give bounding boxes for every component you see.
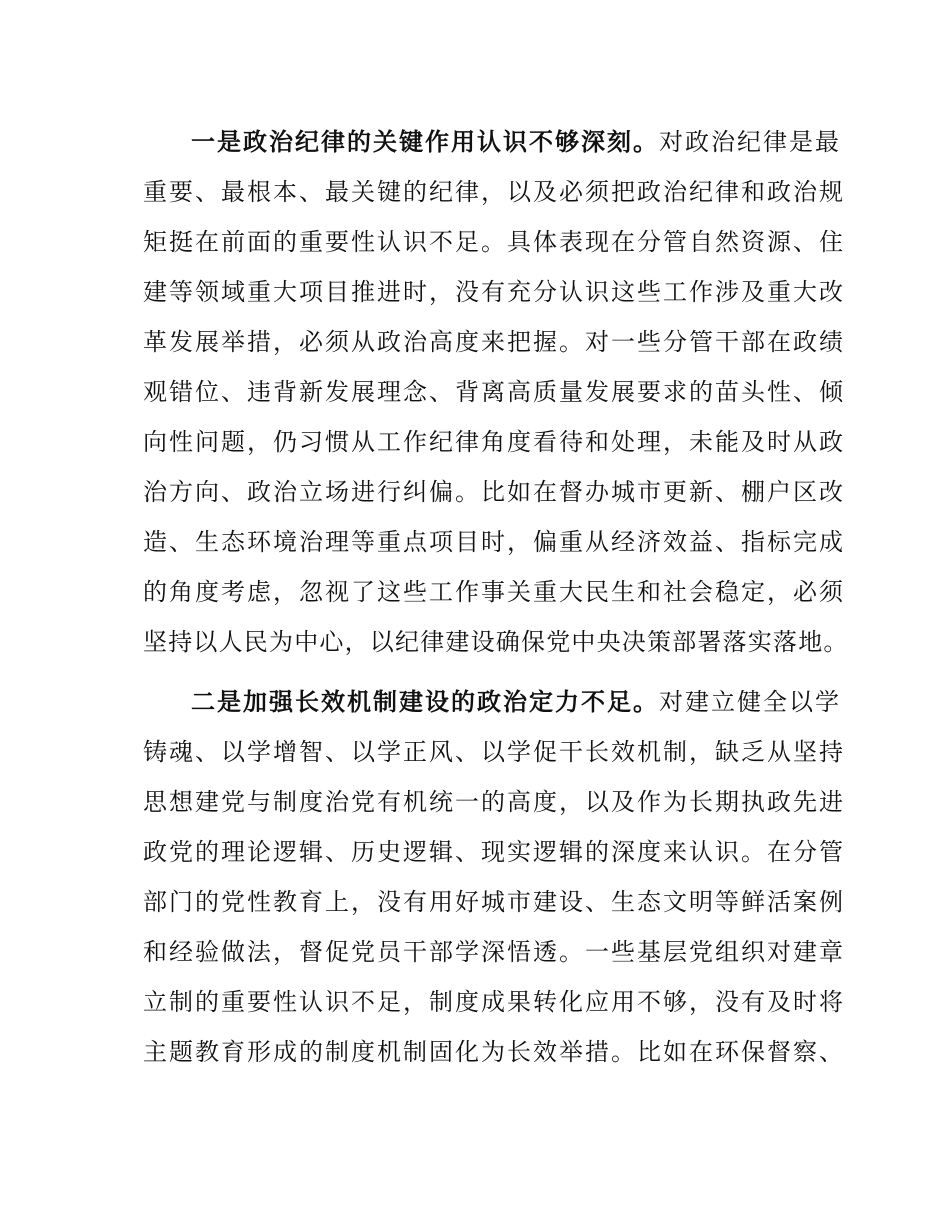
paragraph-lead: 一是政治纪律的关键作用认识不够深刻。 — [191, 128, 659, 156]
paragraph-line: 立制的重要性认识不足，制度成果转化应用不够，没有及时将 — [143, 988, 845, 1016]
paragraph-lead: 二是加强长效机制建设的政治定力不足。 — [191, 688, 659, 716]
paragraph-line: 向性问题，仍习惯从工作纪律角度看待和处理，未能及时从政 — [143, 428, 845, 456]
paragraph-text: 对建立健全以学 — [659, 688, 841, 716]
paragraph-line: 铸魂、以学增智、以学正风、以学促干长效机制，缺乏从坚持 — [143, 738, 845, 766]
paragraph-line: 治方向、政治立场进行纠偏。比如在督办城市更新、棚户区改 — [143, 478, 845, 506]
paragraph-line: 坚持以人民为中心，以纪律建设确保党中央决策部署落实落地。 — [143, 628, 849, 656]
paragraph-line: 建等领域重大项目推进时，没有充分认识这些工作涉及重大改 — [143, 278, 845, 306]
paragraph-line: 的角度考虑，忽视了这些工作事关重大民生和社会稳定，必须 — [143, 578, 845, 606]
paragraph-line: 革发展举措，必须从政治高度来把握。对一些分管干部在政绩 — [143, 328, 845, 356]
paragraph-line — [191, 685, 841, 719]
paragraph-line: 矩挺在前面的重要性认识不足。具体表现在分管自然资源、住 — [143, 228, 845, 256]
paragraph-line: 造、生态环境治理等重点项目时，偏重从经济效益、指标完成 — [143, 528, 845, 556]
paragraph-line — [191, 125, 841, 159]
paragraph-text: 对政治纪律是最 — [659, 128, 841, 156]
paragraph-line: 观错位、违背新发展理念、背离高质量发展要求的苗头性、倾 — [143, 378, 845, 406]
paragraph-line: 重要、最根本、最关键的纪律，以及必须把政治纪律和政治规 — [143, 178, 845, 206]
paragraph-line: 主题教育形成的制度机制固化为长效举措。比如在环保督察、 — [143, 1038, 845, 1066]
paragraph-line: 政党的理论逻辑、历史逻辑、现实逻辑的深度来认识。在分管 — [143, 838, 845, 866]
paragraph-line: 部门的党性教育上，没有用好城市建设、生态文明等鲜活案例 — [143, 888, 845, 916]
paragraph-line: 思想建党与制度治党有机统一的高度，以及作为长期执政先进 — [143, 788, 845, 816]
paragraph-line: 和经验做法，督促党员干部学深悟透。一些基层党组织对建章 — [143, 938, 845, 966]
